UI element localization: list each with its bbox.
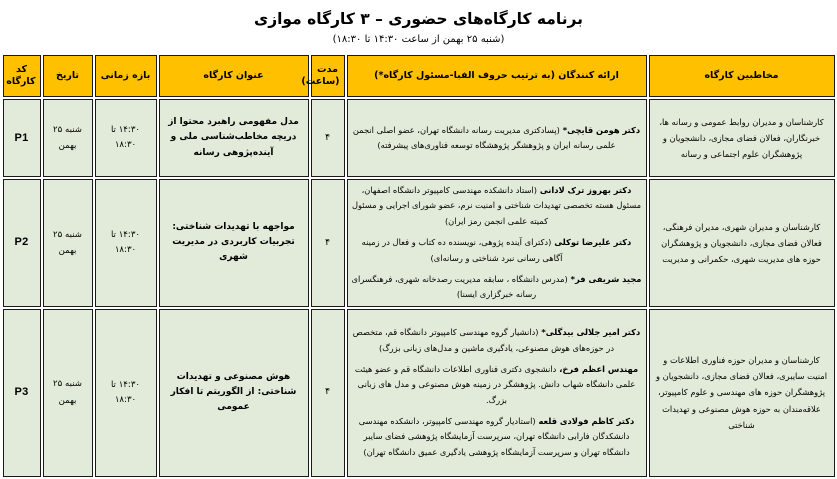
presenter-entry — [352, 183, 642, 229]
table-row — [3, 309, 835, 477]
cell-code: P1 — [3, 99, 41, 177]
cell-presenters — [347, 309, 647, 477]
cell-code: P2 — [3, 179, 41, 306]
cell-date: شنبه ۲۵ بهمن — [43, 179, 93, 306]
column-header-duration: مدت (ساعت) — [311, 55, 345, 97]
presenter-name: مهندس اعظم فرخ، — [556, 363, 639, 374]
table-header-row — [3, 55, 835, 97]
cell-presenters — [347, 179, 647, 306]
cell-title: مدل مفهومی راهبرد محتوا از دریچه مخاطب‌شناسی ملی و آینده‌پژوهی رسانه — [159, 99, 309, 177]
presenter-name: دکتر کاظم فولادی قلعه — [535, 415, 635, 426]
cell-audience: کارشناسان و مدیران روابط عمومی و رسانه ها، خبرنگاران، فعالان فضای مجازی، دانشجویان و پژوهشگران علوم اجتماعی و رسانه — [649, 99, 835, 177]
presenter-affiliation: (دانشیار گروه مهندسی کامپیوتر دانشگاه قم، متخصص در حوزه‌های هوش مصنوعی، یادگیری ماشین و مدل‌های زبانی بزرگ) — [352, 327, 615, 353]
presenter-entry — [352, 123, 642, 154]
column-header-title: عنوان کارگاه — [159, 55, 309, 97]
presenter-name: دکتر هومن قایچی* — [559, 124, 641, 135]
presenter-entry — [352, 235, 642, 266]
presenter-entry — [352, 362, 642, 408]
cell-duration: ۴ — [311, 99, 345, 177]
column-header-code: کد کارگاه — [3, 55, 41, 97]
workshop-schedule-table — [1, 53, 837, 478]
column-header-audience: مخاطبین کارگاه — [649, 55, 835, 97]
cell-audience: کارشناسان و مدیران شهری، مدیران فرهنگی، فعالان فضای مجازی، دانشجویان و پژوهشگران حوزه های مدیریت شهری، حکمرانی و مدیریت — [649, 179, 835, 306]
table-row — [3, 99, 835, 177]
presenter-affiliation: دانشجوی دکتری فناوری اطلاعات دانشگاه قم و عضو هیئت علمی دانشگاه شهاب دانش. پژوهشگر در زمینه هوش مصنوعی و مدل های زبانی بزرگ. — [354, 363, 636, 405]
presenter-name: مجید شریفی فر* — [567, 273, 642, 284]
cell-code: P3 — [3, 309, 41, 477]
presenter-entry — [352, 414, 642, 460]
cell-time-range: ۱۴:۳۰ تا ۱۸:۳۰ — [95, 309, 157, 477]
cell-duration: ۴ — [311, 309, 345, 477]
cell-title: مواجهه با تهدیدات شناختی: تجربیات کاربردی در مدیریت شهری — [159, 179, 309, 306]
presenter-name: دکتر امیر جلالی بیدگلی* — [538, 327, 641, 338]
column-header-presenters: ارائه کنندگان (به ترتیب حروف الفبا-مسئول کارگاه*) — [347, 55, 647, 97]
cell-time-range: ۱۴:۳۰ تا ۱۸:۳۰ — [95, 99, 157, 177]
presenter-name: دکتر بهروز ترک لادانی — [536, 185, 632, 196]
presenter-affiliation: (استاد دانشکده مهندسی کامپیوتر دانشگاه اصفهان، مسئول هسته تخصصی تهدیدات شناختی و امنیت نرم، عضو شورای اجرایی و مسئول کمیته علمی انجمن رمز ایران) — [351, 185, 642, 226]
page-title: برنامه کارگاه‌های حضوری – ۳ کارگاه موازی — [253, 10, 583, 28]
presenter-affiliation: (دکترای آینده پژوهی، نویسنده ده کتاب و فعال در زمینه آگاهی رسانی نبرد شناختی و رسانه‌ای) — [361, 237, 563, 263]
cell-audience: کارشناسان و مدیران حوزه فناوری اطلاعات و امنیت سایبری، فعالان فضای مجازی، دانشجویان و پژوهشگران حوزه های مهندسی و علوم کامپیوتر، علاقه‌مندان به حوزه هوش مصنوعی و تهدیدات شناختی — [649, 309, 835, 477]
page-header — [0, 0, 837, 45]
presenter-affiliation: (پسادکتری مدیریت رسانه دانشگاه تهران، عضو اصلی انجمن علمی رسانه ایران و پژوهشگر پژوهشگاه توسعه فناوری‌های پیشرفته) — [352, 124, 616, 151]
column-header-date: تاریخ — [43, 55, 93, 97]
page-subtitle: (شنبه ۲۵ بهمن از ساعت ۱۴:۳۰ تا ۱۸:۳۰) — [332, 34, 505, 46]
presenter-entry — [352, 325, 642, 356]
cell-presenters — [347, 99, 647, 177]
column-header-time-range: بازه زمانی — [95, 55, 157, 97]
cell-title: هوش مصنوعی و تهدیدات شناختی: از الگوریتم تا افکار عمومی — [159, 309, 309, 477]
table-row — [3, 179, 835, 306]
cell-duration: ۴ — [311, 179, 345, 306]
cell-date: شنبه ۲۵ بهمن — [43, 99, 93, 177]
presenter-entry — [352, 272, 642, 303]
cell-date: شنبه ۲۵ بهمن — [43, 309, 93, 477]
cell-time-range: ۱۴:۳۰ تا ۱۸:۳۰ — [95, 179, 157, 306]
presenter-affiliation: (مدرس دانشگاه ، سابقه مدیریت رصدخانه شهری، فرهنگسرای رسانه خبرگزاری ایسنا) — [351, 273, 568, 300]
presenter-affiliation: (استادیار گروه مهندسی کامپیوتر، دانشکده مهندسی دانشکدگان فارابی دانشگاه تهران، سرپرست آزمایشگاه پژوهشی فضای سایبر دانشگاه تهران و سرپرست آزمایشگاه پژوهشی یادگیری عمیق دانشگاه تهران) — [358, 415, 630, 457]
table-body — [3, 99, 835, 476]
presenter-name: دکتر علیرضا توکلی — [551, 237, 632, 248]
